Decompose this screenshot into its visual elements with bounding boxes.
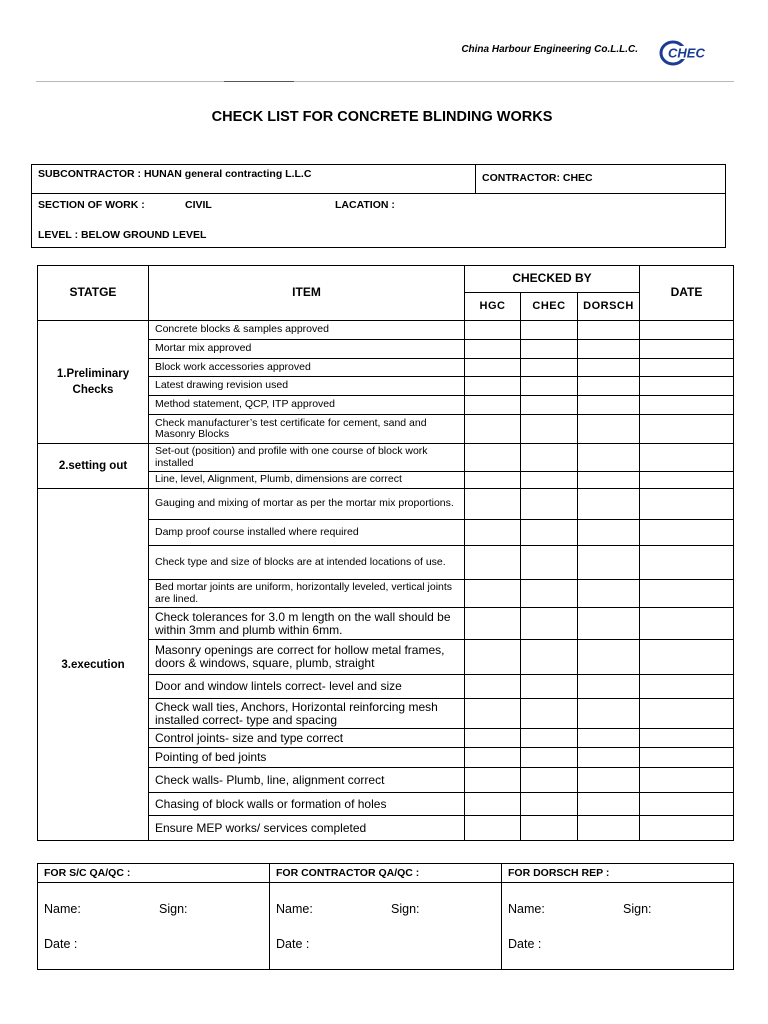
checklist-item: Door and window lintels correct- level and size xyxy=(149,675,465,699)
contractor-signoff-box[interactable] xyxy=(270,883,502,970)
date-cell[interactable] xyxy=(640,396,734,415)
check-cell[interactable] xyxy=(578,396,640,415)
date-cell[interactable] xyxy=(640,415,734,444)
date-cell[interactable] xyxy=(640,321,734,340)
check-cell[interactable] xyxy=(465,699,521,729)
checklist-item: Ensure MEP works/ services completed xyxy=(149,816,465,841)
check-cell[interactable] xyxy=(465,768,521,793)
check-cell[interactable] xyxy=(521,472,578,489)
check-cell[interactable] xyxy=(521,546,578,580)
check-cell[interactable] xyxy=(521,699,578,729)
check-cell[interactable] xyxy=(578,472,640,489)
check-cell[interactable] xyxy=(521,359,578,377)
date-label: Date : xyxy=(508,937,542,951)
check-cell[interactable] xyxy=(465,472,521,489)
date-header: DATE xyxy=(640,266,734,321)
date-cell[interactable] xyxy=(640,816,734,841)
level-field: LEVEL : BELOW GROUND LEVEL xyxy=(38,229,207,241)
check-cell[interactable] xyxy=(521,675,578,699)
check-cell[interactable] xyxy=(521,520,578,546)
stage-setting-out: 2.setting out xyxy=(38,444,149,489)
check-cell[interactable] xyxy=(578,546,640,580)
check-cell[interactable] xyxy=(465,415,521,444)
check-cell[interactable] xyxy=(521,415,578,444)
date-cell[interactable] xyxy=(640,699,734,729)
project-info-box xyxy=(31,164,726,248)
contractor-field: CONTRACTOR: CHEC xyxy=(482,172,593,184)
check-cell[interactable] xyxy=(578,340,640,359)
check-cell[interactable] xyxy=(521,580,578,608)
check-cell[interactable] xyxy=(521,340,578,359)
date-label: Date : xyxy=(276,937,310,951)
checklist-item: Method statement, QCP, ITP approved xyxy=(149,396,465,415)
checklist-item: Bed mortar joints are uniform, horizontally leveled, vertical joints are lined. xyxy=(149,580,465,608)
date-cell[interactable] xyxy=(640,520,734,546)
date-cell[interactable] xyxy=(640,340,734,359)
check-cell[interactable] xyxy=(578,816,640,841)
check-cell[interactable] xyxy=(465,489,521,520)
section-label: SECTION OF WORK : xyxy=(38,199,145,211)
check-cell[interactable] xyxy=(578,520,640,546)
contractor-qaqc-header: FOR CONTRACTOR QA/QC : xyxy=(270,864,502,883)
check-cell[interactable] xyxy=(521,321,578,340)
checklist-item: Gauging and mixing of mortar as per the mortar mix proportions. xyxy=(149,489,465,520)
check-cell[interactable] xyxy=(465,816,521,841)
check-cell[interactable] xyxy=(521,816,578,841)
checklist-item: Mortar mix approved xyxy=(149,340,465,359)
stage-header: STATGE xyxy=(38,266,149,321)
check-cell[interactable] xyxy=(578,415,640,444)
checklist-item: Damp proof course installed where required xyxy=(149,520,465,546)
check-cell[interactable] xyxy=(578,699,640,729)
sc-qaqc-header: FOR S/C QA/QC : xyxy=(38,864,270,883)
checklist-item: Control joints- size and type correct xyxy=(149,729,465,748)
checklist-item: Check manufacturer’s test certificate for cement, sand and Masonry Blocks xyxy=(149,415,465,444)
section-value: CIVIL xyxy=(185,199,212,211)
date-cell[interactable] xyxy=(640,444,734,472)
check-cell[interactable] xyxy=(578,793,640,816)
subcontractor-field: SUBCONTRACTOR : HUNAN general contracting L.L.C xyxy=(38,168,312,180)
checklist-item: Check tolerances for 3.0 m length on the wall should be within 3mm and plumb within 6mm. xyxy=(149,608,465,640)
check-cell[interactable] xyxy=(521,377,578,396)
logo-text: CHEC xyxy=(668,45,705,61)
check-cell[interactable] xyxy=(578,640,640,675)
check-cell[interactable] xyxy=(521,608,578,640)
date-cell[interactable] xyxy=(640,377,734,396)
document-title: CHECK LIST FOR CONCRETE BLINDING WORKS xyxy=(211,109,553,125)
checklist-item: Chasing of block walls or formation of holes xyxy=(149,793,465,816)
check-cell[interactable] xyxy=(465,546,521,580)
check-cell[interactable] xyxy=(521,640,578,675)
date-cell[interactable] xyxy=(640,608,734,640)
date-cell[interactable] xyxy=(640,472,734,489)
check-cell[interactable] xyxy=(465,340,521,359)
check-cell[interactable] xyxy=(578,729,640,748)
date-cell[interactable] xyxy=(640,640,734,675)
checker-dorsch: DORSCH xyxy=(578,293,640,321)
date-cell[interactable] xyxy=(640,793,734,816)
check-cell[interactable] xyxy=(578,675,640,699)
item-header: ITEM xyxy=(149,266,465,321)
check-cell[interactable] xyxy=(578,489,640,520)
check-cell[interactable] xyxy=(465,729,521,748)
checklist-table xyxy=(37,265,734,841)
name-label: Name: xyxy=(276,902,313,916)
date-cell[interactable] xyxy=(640,748,734,768)
checklist-item: Check walls- Plumb, line, alignment correct xyxy=(149,768,465,793)
check-cell[interactable] xyxy=(465,520,521,546)
check-cell[interactable] xyxy=(465,377,521,396)
checklist-item: Masonry openings are correct for hollow metal frames, doors & windows, square, plumb, straight xyxy=(149,640,465,675)
checklist-item: Pointing of bed joints xyxy=(149,748,465,768)
date-cell[interactable] xyxy=(640,489,734,520)
check-cell[interactable] xyxy=(578,580,640,608)
check-cell[interactable] xyxy=(578,359,640,377)
date-cell[interactable] xyxy=(640,768,734,793)
sc-signoff-box[interactable] xyxy=(38,883,270,970)
checklist-item: Set-out (position) and profile with one course of block work installed xyxy=(149,444,465,472)
name-label: Name: xyxy=(44,902,81,916)
stage-preliminary-checks: 1.Preliminary Checks xyxy=(38,321,149,444)
checklist-item: Check wall ties, Anchors, Horizontal reinforcing mesh installed correct- type and spacing xyxy=(149,699,465,729)
check-cell[interactable] xyxy=(521,748,578,768)
company-name: China Harbour Engineering Co.L.L.C. xyxy=(461,44,638,55)
checker-hgc: HGC xyxy=(465,293,521,321)
check-cell[interactable] xyxy=(465,793,521,816)
date-cell[interactable] xyxy=(640,675,734,699)
date-cell[interactable] xyxy=(640,729,734,748)
checklist-item: Check type and size of blocks are at intended locations of use. xyxy=(149,546,465,580)
checklist-item: Latest drawing revision used xyxy=(149,377,465,396)
check-cell[interactable] xyxy=(578,748,640,768)
dorsch-rep-header: FOR DORSCH REP : xyxy=(502,864,734,883)
checklist-item: Line, level, Alignment, Plumb, dimensions are correct xyxy=(149,472,465,489)
check-cell[interactable] xyxy=(465,396,521,415)
header-rule-accent xyxy=(224,81,294,82)
check-cell[interactable] xyxy=(521,489,578,520)
date-cell[interactable] xyxy=(640,359,734,377)
sign-label: Sign: xyxy=(623,902,652,916)
date-label: Date : xyxy=(44,937,78,951)
header-rule xyxy=(36,81,734,82)
checklist-item: Block work accessories approved xyxy=(149,359,465,377)
check-cell[interactable] xyxy=(521,793,578,816)
check-cell[interactable] xyxy=(465,321,521,340)
name-label: Name: xyxy=(508,902,545,916)
check-cell[interactable] xyxy=(521,444,578,472)
check-cell[interactable] xyxy=(578,444,640,472)
check-cell[interactable] xyxy=(465,640,521,675)
check-cell[interactable] xyxy=(521,768,578,793)
check-cell[interactable] xyxy=(465,359,521,377)
sign-label: Sign: xyxy=(159,902,188,916)
date-cell[interactable] xyxy=(640,580,734,608)
sign-label: Sign: xyxy=(391,902,420,916)
check-cell[interactable] xyxy=(578,321,640,340)
check-cell[interactable] xyxy=(465,748,521,768)
check-cell[interactable] xyxy=(521,729,578,748)
check-cell[interactable] xyxy=(521,396,578,415)
check-cell[interactable] xyxy=(465,608,521,640)
location-field: LACATION : xyxy=(335,199,395,211)
check-cell[interactable] xyxy=(465,675,521,699)
chec-logo xyxy=(659,40,707,66)
checker-chec: CHEC xyxy=(521,293,578,321)
check-cell[interactable] xyxy=(578,608,640,640)
check-cell[interactable] xyxy=(578,377,640,396)
date-cell[interactable] xyxy=(640,546,734,580)
checklist-item: Concrete blocks & samples approved xyxy=(149,321,465,340)
check-cell[interactable] xyxy=(578,768,640,793)
dorsch-signoff-box[interactable] xyxy=(502,883,734,970)
checked-by-header: CHECKED BY xyxy=(465,266,640,293)
check-cell[interactable] xyxy=(465,444,521,472)
signoff-table xyxy=(37,863,734,970)
stage-execution: 3.execution xyxy=(38,489,149,841)
check-cell[interactable] xyxy=(465,580,521,608)
